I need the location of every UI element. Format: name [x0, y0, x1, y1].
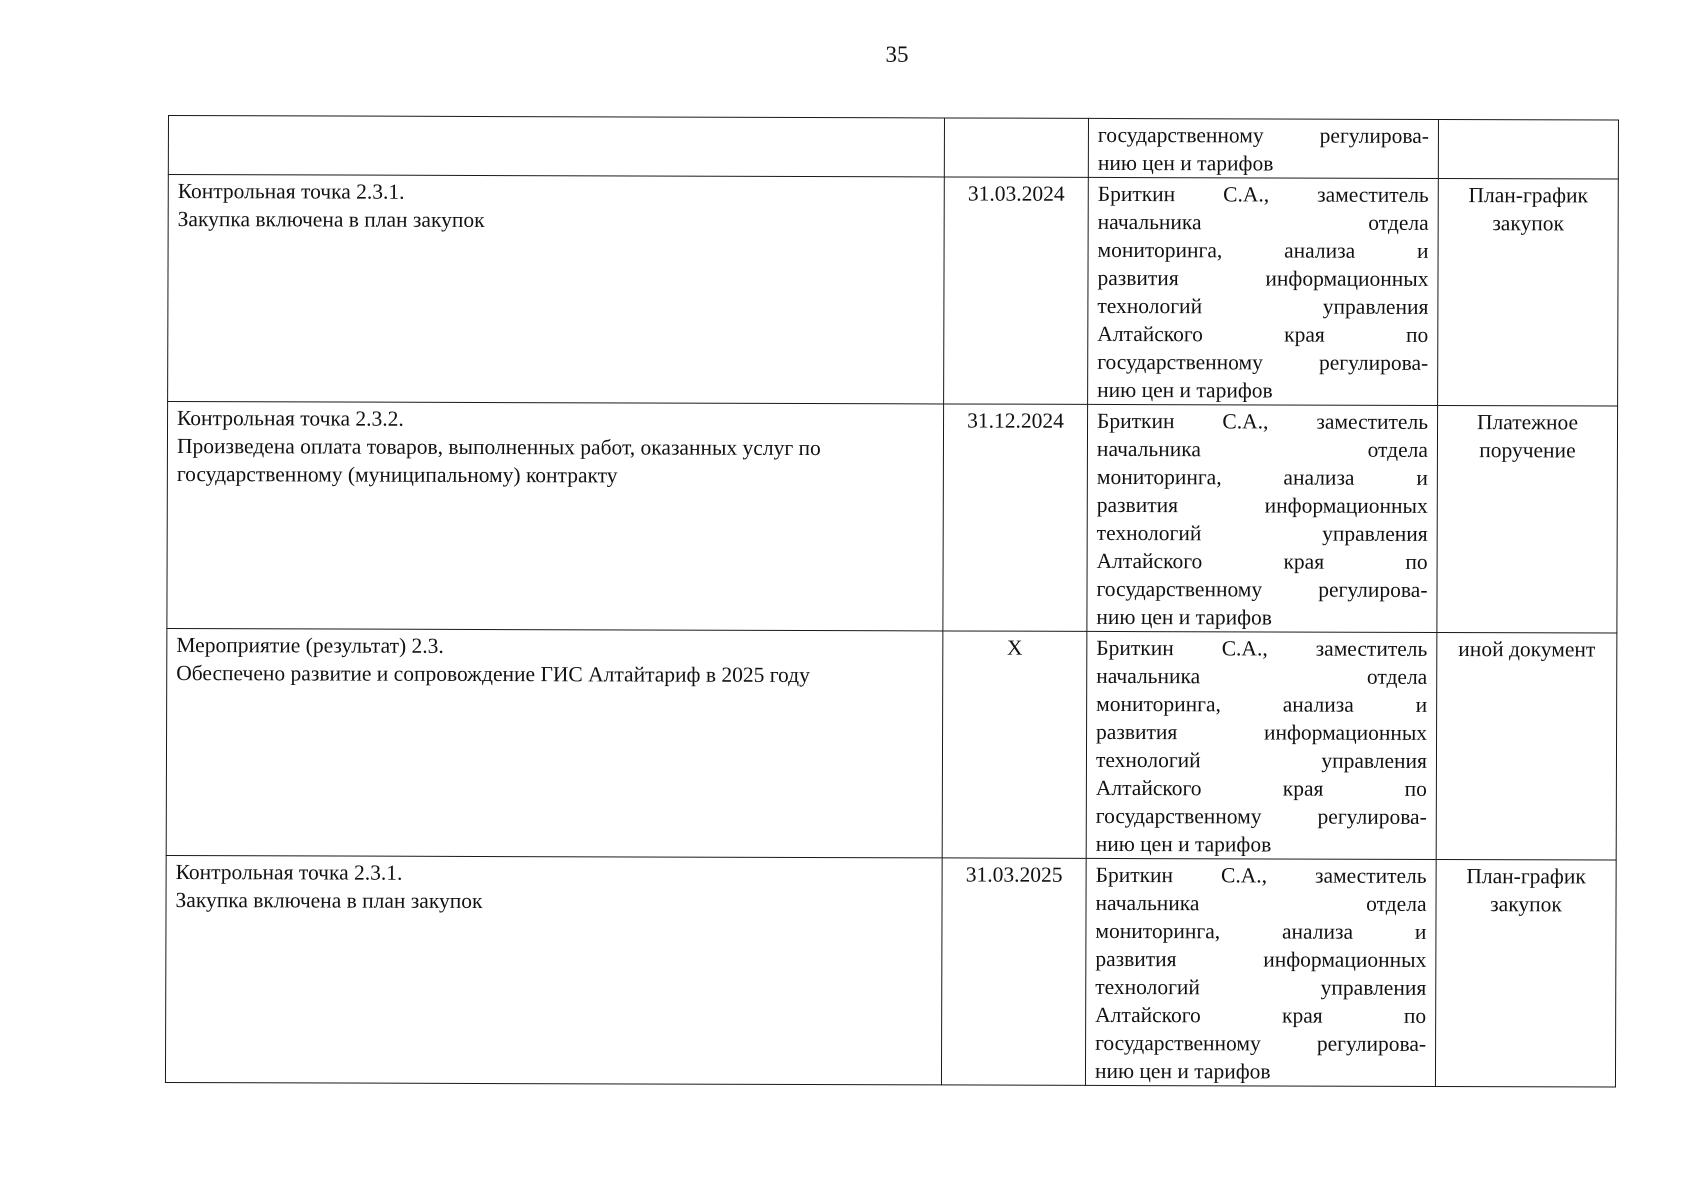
document-line: закупок — [1492, 211, 1565, 236]
responsible-cell — [1086, 631, 1437, 859]
name-line: Контрольная точка 2.3.1. — [177, 179, 405, 204]
responsible-line: мониторинга, анализа и — [1097, 237, 1429, 263]
responsible-line: мониторинга, анализа и — [1096, 691, 1428, 717]
responsible-line: технологий управления — [1095, 974, 1427, 1000]
name-cell — [165, 855, 942, 1084]
responsible-line: Алтайского края по — [1096, 548, 1428, 574]
responsible-line: начальника отдела — [1096, 436, 1428, 462]
responsible-line: технологий управления — [1095, 747, 1428, 773]
responsible-line: развития информационных — [1096, 719, 1428, 745]
table-row — [166, 628, 1617, 860]
name-line: Контрольная точка 2.3.1. — [175, 860, 403, 885]
date-cell: Х — [942, 631, 1087, 858]
responsible-line: нию цен и тарифов — [1097, 377, 1273, 403]
responsible-line: начальника отдела — [1095, 890, 1427, 916]
name-cell — [167, 402, 944, 631]
document-line: поручение — [1479, 438, 1576, 463]
name-line: Обеспечено развитие и сопровождение ГИС Алтайтариф в 2025 году — [176, 661, 810, 688]
date-cell: 31.03.2024 — [944, 177, 1089, 404]
responsible-line: Алтайского края по — [1097, 321, 1429, 347]
table-row — [168, 175, 1619, 407]
document-line: План-график — [1468, 183, 1589, 208]
responsible-line: Бриткин С.А., заместитель — [1095, 862, 1427, 888]
name-line: Контрольная точка 2.3.2. — [177, 406, 404, 431]
responsible-cell — [1085, 858, 1436, 1086]
responsible-line: нию цен и тарифов — [1096, 604, 1273, 630]
responsible-line: Алтайского края по — [1095, 1002, 1427, 1028]
responsible-line: начальника отдела — [1097, 209, 1429, 235]
date-cell: 31.12.2024 — [943, 404, 1088, 631]
document-line: Платежное — [1476, 410, 1579, 435]
responsible-line: государственному регулирова- — [1095, 1030, 1427, 1056]
responsible-line: государственному регулирова- — [1097, 122, 1429, 148]
responsible-line: Бриткин С.А., заместитель — [1097, 408, 1429, 434]
plan-table — [165, 115, 1619, 1088]
document-cell — [1438, 119, 1618, 179]
responsible-line: нию цен и тарифов — [1095, 831, 1272, 857]
responsible-line: Бриткин С.А., заместитель — [1096, 635, 1428, 661]
responsible-line: развития информационных — [1096, 492, 1428, 518]
name-line: государственному (муниципальному) контракту — [176, 462, 618, 488]
document-cell — [1435, 859, 1616, 1087]
table-row — [167, 402, 1618, 634]
document-cell — [1438, 178, 1619, 406]
responsible-line: мониторинга, анализа и — [1096, 464, 1428, 490]
name-line: Закупка включена в план закупок — [175, 888, 483, 913]
name-cell — [168, 116, 944, 177]
responsible-line: мониторинга, анализа и — [1095, 918, 1427, 944]
responsible-line: начальника отдела — [1096, 663, 1428, 689]
responsible-cell — [1087, 404, 1438, 632]
date-cell — [944, 118, 1088, 177]
responsible-line: государственному регулирова- — [1097, 349, 1429, 375]
responsible-line: развития информационных — [1095, 946, 1427, 972]
table-row-continuation — [168, 116, 1618, 180]
name-cell — [166, 628, 943, 857]
name-cell — [168, 175, 945, 404]
responsible-line: государственному регулирова- — [1095, 803, 1427, 829]
document-line: иной документ — [1458, 637, 1596, 662]
responsible-line: нию цен и тарифов — [1097, 150, 1274, 176]
responsible-line: технологий управления — [1097, 293, 1429, 319]
document-cell — [1436, 632, 1617, 860]
name-line: Закупка включена в план закупок — [177, 207, 485, 232]
responsible-line: Бриткин С.А., заместитель — [1097, 181, 1429, 207]
name-line: Произведена оплата товаров, выполненных работ, оказанных услуг по — [176, 434, 821, 461]
page-number: 35 — [885, 42, 909, 67]
responsible-line: Алтайского края по — [1095, 775, 1427, 801]
responsible-line: технологий управления — [1096, 520, 1428, 546]
responsible-line: государственному регулирова- — [1096, 576, 1428, 602]
table-row — [165, 855, 1616, 1087]
responsible-line: нию цен и тарифов — [1094, 1058, 1271, 1084]
document-cell — [1437, 405, 1618, 633]
document-line: План-график — [1466, 864, 1586, 889]
name-line: Мероприятие (результат) 2.3. — [176, 633, 444, 658]
responsible-line: развития информационных — [1097, 265, 1429, 291]
responsible-cell — [1088, 177, 1439, 405]
document-line: закупок — [1490, 892, 1562, 917]
date-cell: 31.03.2025 — [941, 858, 1086, 1085]
responsible-cell — [1088, 118, 1438, 178]
